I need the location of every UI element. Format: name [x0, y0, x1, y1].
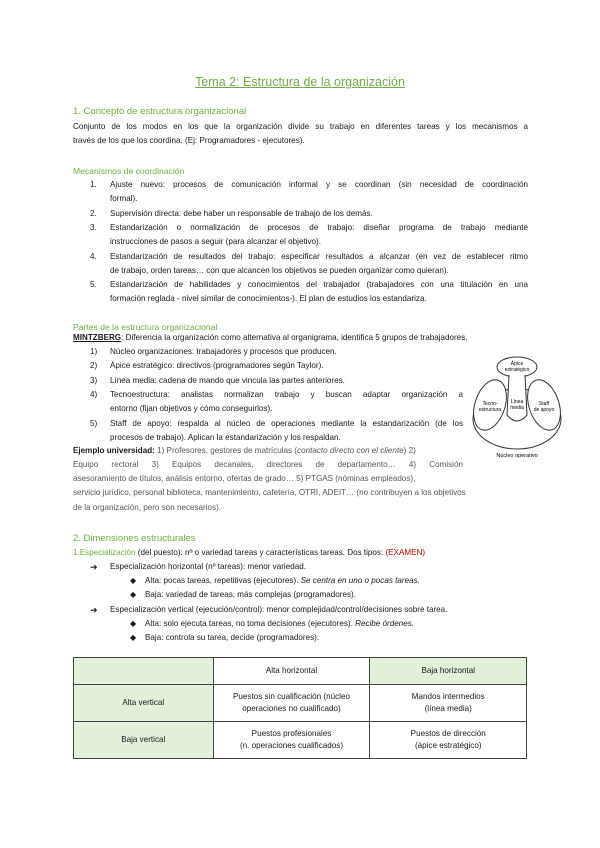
example-block-b	[73, 472, 528, 515]
staff-label-2: de apoyo	[533, 407, 555, 413]
table-header-cell: Alta horizontal	[213, 658, 370, 685]
vertical-alta	[145, 617, 414, 631]
cell-line: (n. operaciones cualificados)	[239, 741, 344, 750]
list-item-line: formación reglada - nivel similar de conocimientos-). El plan de estudios los estandariza.	[110, 294, 427, 304]
list-item-number: 5.	[90, 280, 97, 290]
parts-heading: Partes de la estructura organizacional	[73, 322, 218, 332]
section-2-heading: 2. Dimensiones estructurales	[73, 533, 196, 544]
list-item-number: 2)	[90, 361, 98, 371]
example-label: Ejemplo universidad:	[73, 446, 155, 455]
table-cell	[370, 722, 527, 759]
specialization-table	[73, 657, 527, 759]
specialization-label: 1.Especialización	[73, 548, 136, 557]
nucleo-label: Núcleo operativo	[496, 453, 538, 459]
specialization-line	[73, 546, 533, 560]
table-cell	[213, 722, 370, 759]
section-1-line-1: Conjunto de los modos en los que la organización divide su trabajo en diferentes tareas y los mecanismos a	[73, 122, 528, 131]
table-row-label: Alta vertical	[74, 685, 214, 722]
list-item-line: entorno (fijan objetivos y cómo conseguirlos).	[110, 404, 273, 414]
list-item-line: Tecnoestructura: analistas normalizan trabajo y buscan adaptar organización a	[110, 389, 463, 399]
exam-tag: (EXAMEN)	[385, 548, 426, 557]
list-item-number: 1)	[90, 347, 98, 356]
table-row	[74, 722, 527, 759]
list-item-number: 1.	[90, 180, 97, 189]
section-1-heading: 1. Concepto de estructura organizacional	[73, 106, 247, 117]
list-item-line: Ápice estratégico: directivos (programadores según Taylor).	[110, 361, 324, 371]
table-header-cell: Baja horizontal	[370, 658, 527, 685]
horizontal-alta-italic: Se centra en uno o pocas tareas.	[300, 576, 420, 585]
list-item-line: Ajuste nuevo: procesos de comunicación informal y se coordinan (sin necesidad de coordinación	[110, 180, 528, 189]
tecno-label-1: Tecno-	[482, 401, 498, 407]
mintzberg-diagram	[470, 355, 565, 465]
tecno-label-2: estructura	[478, 407, 502, 413]
specialization-text: (del puesto): nº o variedad tareas y características tareas. Dos tipos:	[135, 548, 386, 557]
mintzberg-text: : Diferencia la organización como alternativa al organigrama, identifica 5 grupos de trabajadores.	[121, 333, 468, 342]
list-item-number: 3)	[90, 375, 98, 385]
cell-line: Mandos intermedios	[411, 691, 485, 701]
arrow-icon: ➔	[90, 562, 98, 572]
horizontal-alta-text: Alta: pocas tareas, repetitivas (ejecutores).	[145, 576, 301, 585]
cell-line: Puestos sin cualificación (núcleo	[233, 691, 350, 701]
mintzberg-line	[73, 331, 533, 345]
list-item-number: 4)	[90, 389, 98, 399]
example-l1-italic: contacto directo con el cliente	[297, 446, 404, 455]
page-title: Tema 2: Estructura de la organización	[195, 75, 405, 89]
cell-line: (ápice estratégico)	[414, 741, 482, 750]
list-item-line: Estandarización de resultados del trabajo: especificar resultados a alcanzar (en vez de establecer ritmo	[110, 251, 528, 261]
vertical-alta-italic: Recibe órdenes.	[355, 619, 415, 628]
example-l2: Equipo rectoral 3) Equipos decanales, directores de departamento… 4) Comisión	[73, 460, 463, 470]
diamond-bullet-icon: ◆	[130, 619, 137, 628]
example-block-a	[73, 444, 463, 473]
list-item-number: 4.	[90, 251, 97, 261]
cell-line: (línea media)	[424, 704, 472, 713]
arrow-icon: ➔	[90, 605, 98, 615]
table-cell	[370, 685, 527, 722]
horizontal-baja: Baja: variedad de tareas, más complejas (programadores).	[145, 590, 356, 599]
list-item-line: Staff de apoyo: respalda al núcleo de operaciones mediante la estandarización (de los	[110, 418, 463, 428]
section-1-line-2: través de los que los coordina. (Ej: Programadores - ejecutores).	[73, 136, 305, 146]
table-row	[74, 685, 527, 722]
list-item-number: 2.	[90, 208, 97, 218]
vertical-baja: Baja: controla su tarea, decide (programadores).	[145, 633, 320, 642]
coordination-heading: Mecanismos de coordinación	[73, 166, 185, 176]
horizontal-spec: Especialización horizontal (nº tareas): menor variedad.	[110, 562, 306, 571]
example-l1a: 1) Profesores, gestores de matrículas (	[154, 446, 298, 455]
list-item-line: Estandarización de habilidades y conocimientos del trabajador (trabajadores con una titulación en una	[110, 280, 528, 290]
list-item-number: 3.	[90, 222, 97, 232]
diamond-bullet-icon: ◆	[130, 633, 137, 642]
linea-label-2: media	[510, 405, 524, 411]
vertical-spec: Especialización vertical (ejecución/control): menor complejidad/control/decisiones sobre tarea.	[110, 605, 448, 614]
cell-line: Puestos profesionales	[251, 728, 332, 738]
apex-label-1: Ápice	[510, 361, 524, 367]
example-l5: de la organización, pero son necesarios).	[73, 502, 222, 512]
horizontal-alta	[145, 574, 420, 588]
mintzberg-label: MINTZBERG	[73, 333, 122, 342]
list-item-line: Núcleo organizaciones: trabajadores y procesos que producen.	[110, 347, 337, 356]
table-corner-cell	[74, 658, 214, 685]
diamond-bullet-icon: ◆	[130, 576, 137, 585]
example-l4: servicio jurídico, personal biblioteca, mantenimiento, cafetería, OTRI, ADEIT… (no contribuyen a los objetivos	[73, 488, 466, 498]
linea-label-1: Línea	[510, 399, 524, 405]
list-item-number: 5)	[90, 418, 98, 428]
example-l3: asesoramiento de títulos, análisis entorno, ofertas de grado… 5) PTGAS (nóminas empleados),	[73, 474, 416, 483]
apex-label-2: estratégico	[504, 367, 530, 373]
list-item-line: Supervisión directa: debe haber un responsable de trabajo de los demás.	[110, 208, 373, 218]
staff-label-1: Staff	[538, 401, 550, 407]
cell-line: operaciones no cualificado)	[242, 704, 341, 713]
list-item-line: procesos de trabajo). Aplican la estandarización y los respaldan.	[110, 432, 341, 442]
vertical-alta-text: Alta: solo ejecuta tareas, no toma decisiones (ejecutores).	[145, 619, 356, 628]
section-1-paragraph	[73, 120, 528, 149]
table-header-row	[74, 658, 527, 685]
linea-shape	[507, 375, 527, 421]
list-item-line: formal).	[110, 194, 138, 204]
example-l1b: ) 2)	[403, 446, 416, 455]
diamond-bullet-icon: ◆	[130, 590, 137, 599]
table-cell	[213, 685, 370, 722]
table-row-label: Baja vertical	[74, 722, 214, 759]
list-item-line: Estandarización o normalización de procesos de trabajo: diseñar programa de trabajo mediante	[110, 222, 528, 232]
list-item-line: de trabajo, orden tareas… con que alcancen los objetivos se pueden organizar como quieran).	[110, 265, 449, 275]
list-item-line: Línea media: cadena de mando que vincula las partes anteriores.	[110, 375, 345, 385]
cell-line: Puestos de dirección	[410, 728, 486, 738]
list-item-line: instrucciones de pasos a seguir (para alcanzar el objetivo).	[110, 237, 321, 247]
